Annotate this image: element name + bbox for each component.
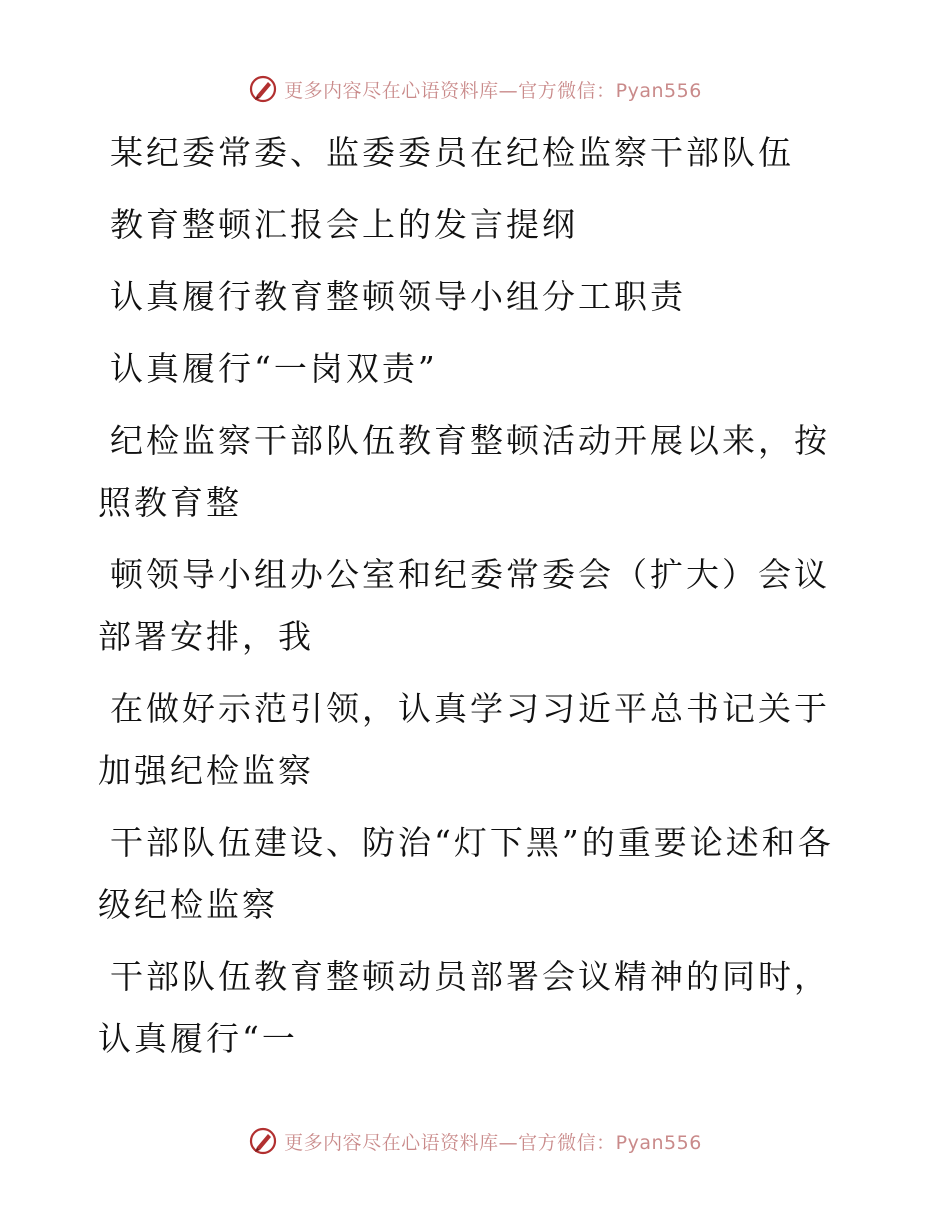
- pen-logo-icon: [248, 74, 278, 104]
- pen-logo-icon: [248, 1126, 278, 1156]
- watermark-text: 更多内容尽在心语资料库—官方微信：Pyan556: [284, 79, 702, 102]
- body-paragraph: 顿领导小组办公室和纪委常委会（扩大）会议部署安排，我: [98, 555, 830, 656]
- document-title-line-1: 某纪委常委、监委委员在纪检监察干部队伍: [110, 133, 794, 172]
- body-paragraph: 在做好示范引领，认真学习习近平总书记关于加强纪检监察: [98, 689, 830, 790]
- footer-watermark: [0, 1124, 950, 1158]
- body-paragraph: 干部队伍建设、防治“灯下黑”的重要论述和各级纪检监察: [98, 823, 834, 924]
- document-body: [98, 122, 838, 1080]
- watermark-text: 更多内容尽在心语资料库—官方微信：Pyan556: [284, 1131, 702, 1154]
- document-title-line-2: 教育整顿汇报会上的发言提纲: [110, 205, 578, 244]
- header-watermark: [0, 72, 950, 106]
- body-paragraph: 干部队伍教育整顿动员部署会议精神的同时，认真履行“一: [98, 957, 830, 1058]
- section-heading-1: 认真履行教育整顿领导小组分工职责: [110, 277, 686, 316]
- section-heading-2: 认真履行“一岗双责”: [110, 349, 438, 388]
- body-paragraph: 纪检监察干部队伍教育整顿活动开展以来，按照教育整: [98, 421, 830, 522]
